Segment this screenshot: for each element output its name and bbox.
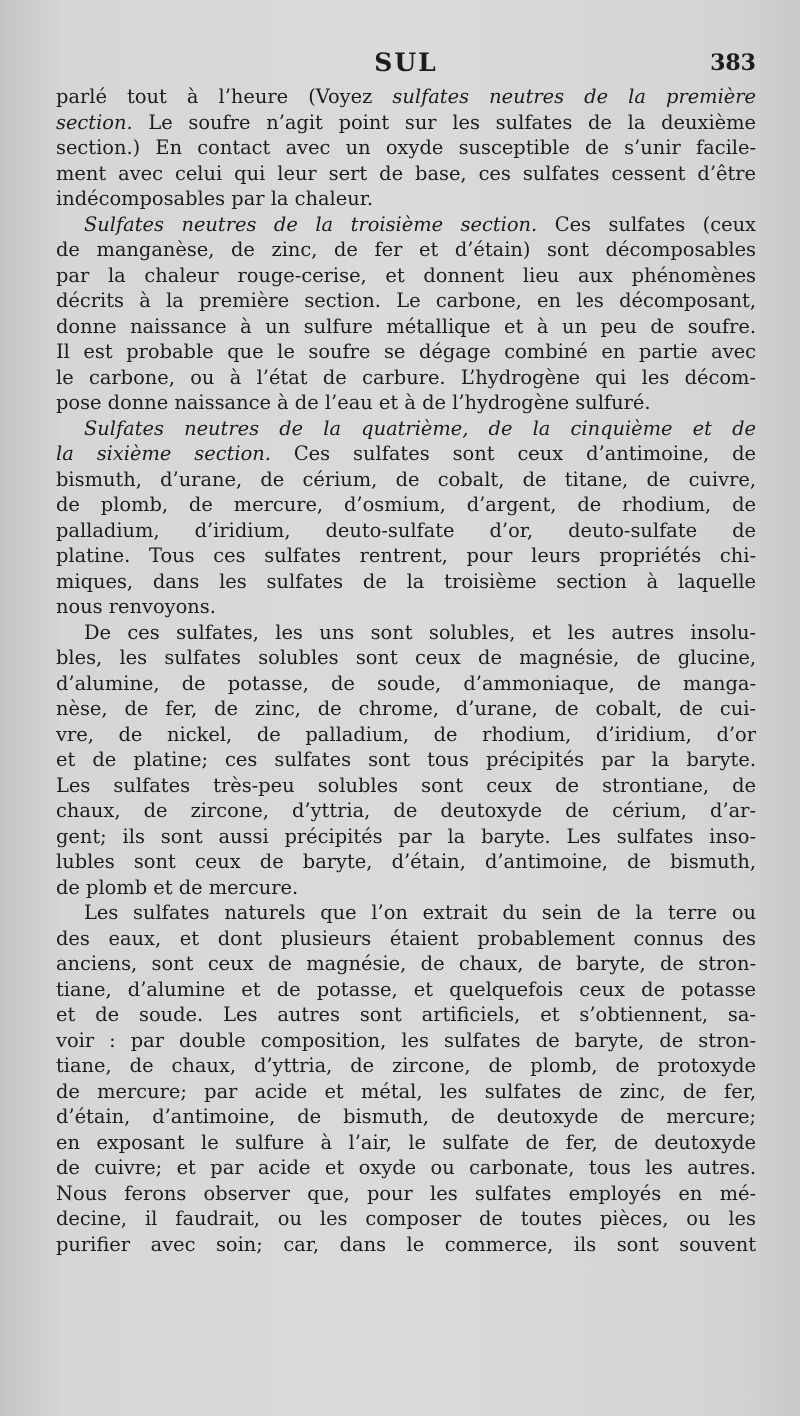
text-segment: de plomb, de mercure, d’osmium, d’argent, de rhodium, de bbox=[56, 493, 756, 516]
text-line bbox=[56, 722, 756, 748]
text-line bbox=[56, 288, 756, 314]
text-line bbox=[56, 620, 756, 646]
text-segment: nèse, de fer, de zinc, de chrome, d’urane, de cobalt, de cui- bbox=[56, 697, 756, 720]
text-segment: donne naissance à un sulfure métallique et à un peu de soufre. bbox=[56, 314, 756, 338]
text-line bbox=[56, 645, 756, 671]
text-line bbox=[56, 186, 756, 212]
text-segment: De ces sulfates, les uns sont solubles, et les autres insolu- bbox=[84, 620, 756, 644]
text-line bbox=[56, 212, 756, 238]
text-line bbox=[56, 492, 756, 518]
text-segment: d’étain, d’antimoine, de bismuth, de deutoxyde de mercure; bbox=[56, 1105, 756, 1128]
text-segment: section.) En contact avec un oxyde susceptible de s’unir facile- bbox=[56, 136, 756, 159]
text-line bbox=[56, 467, 756, 493]
text-segment: tiane, d’alumine et de potasse, et quelquefois ceux de potasse bbox=[56, 977, 756, 1001]
text-segment: le carbone, ou à l’état de carbure. L’hydrogène qui les décom- bbox=[56, 365, 756, 389]
text-segment: ment avec celui qui leur sert de base, ces sulfates cessent d’être bbox=[56, 161, 756, 185]
text-line bbox=[56, 926, 756, 952]
text-segment: parlé tout à l’heure (Voyez bbox=[56, 85, 393, 108]
text-line bbox=[56, 1130, 756, 1156]
text-segment: nous renvoyons. bbox=[56, 595, 216, 618]
text-segment: décrits à la première section. Le carbone, en les décomposant, bbox=[56, 289, 756, 312]
text-segment: chaux, de zircone, d’yttria, de deutoxyde de cérium, d’ar- bbox=[56, 799, 756, 822]
text-line bbox=[56, 569, 756, 595]
text-line bbox=[56, 1002, 756, 1028]
text-line bbox=[56, 798, 756, 824]
text-segment: Nous ferons observer que, pour les sulfates employés en mé- bbox=[56, 1181, 756, 1205]
text-line bbox=[56, 237, 756, 263]
text-segment: pose donne naissance à de l’eau et à de l’hydrogène sulfuré. bbox=[56, 391, 651, 414]
italic-text: section. bbox=[56, 110, 133, 134]
text-segment: Il est probable que le soufre se dégage combiné en partie avec bbox=[56, 340, 756, 363]
text-segment: tiane, de chaux, d’yttria, de zircone, de plomb, de protoxyde bbox=[56, 1054, 756, 1077]
text-line bbox=[56, 339, 756, 365]
text-line bbox=[56, 135, 756, 161]
text-segment: Le soufre n’agit point sur les sulfates de la deuxième bbox=[132, 110, 756, 134]
text-segment: des eaux, et dont plusieurs étaient probablement connus des bbox=[56, 926, 756, 950]
text-line bbox=[56, 1155, 756, 1181]
text-line bbox=[56, 110, 756, 136]
text-line bbox=[56, 977, 756, 1003]
text-line bbox=[56, 696, 756, 722]
text-segment: de cuivre; et par acide et oxyde ou carbonate, tous les autres. bbox=[56, 1156, 756, 1179]
text-line bbox=[56, 1181, 756, 1207]
text-line bbox=[56, 1104, 756, 1130]
text-line bbox=[56, 1079, 756, 1105]
text-line bbox=[56, 365, 756, 391]
text-segment: lubles sont ceux de baryte, d’étain, d’antimoine, de bismuth, bbox=[56, 850, 756, 873]
text-segment: vre, de nickel, de palladium, de rhodium, d’iridium, d’or bbox=[56, 722, 756, 746]
text-segment: de manganèse, de zinc, de fer et d’étain) sont décomposables bbox=[56, 238, 756, 261]
text-line bbox=[56, 1232, 756, 1258]
text-segment: bismuth, d’urane, de cérium, de cobalt, de titane, de cuivre, bbox=[56, 467, 756, 491]
body-text bbox=[56, 84, 756, 1257]
text-segment: Ces sulfates (ceux bbox=[537, 212, 756, 236]
italic-text: Sulfates neutres de la quatrième, de la cinquième et de bbox=[84, 416, 756, 440]
text-line bbox=[56, 875, 756, 901]
text-line bbox=[56, 416, 756, 442]
text-segment: et de soude. Les autres sont artificiels, et s’obtiennent, sa- bbox=[56, 1003, 756, 1026]
text-line bbox=[56, 747, 756, 773]
text-line bbox=[56, 1206, 756, 1232]
text-segment: de mercure; par acide et métal, les sulfates de zinc, de fer, bbox=[56, 1079, 756, 1103]
page-header bbox=[56, 48, 756, 80]
text-line bbox=[56, 518, 756, 544]
text-line bbox=[56, 773, 756, 799]
italic-text: sulfates neutres de la première bbox=[392, 85, 756, 108]
text-segment: purifier avec soin; car, dans le commerce, ils sont souvent bbox=[56, 1232, 756, 1256]
text-line bbox=[56, 671, 756, 697]
text-segment: decine, il faudrait, ou les composer de toutes pièces, ou les bbox=[56, 1207, 756, 1230]
text-segment: indécomposables par la chaleur. bbox=[56, 187, 374, 210]
text-segment: de plomb et de mercure. bbox=[56, 875, 299, 899]
text-line bbox=[56, 594, 756, 620]
text-line bbox=[56, 161, 756, 187]
text-segment: par la chaleur rouge-cerise, et donnent lieu aux phénomènes bbox=[56, 263, 756, 287]
running-head: SUL bbox=[374, 48, 438, 77]
text-segment: Les sulfates très-peu solubles sont ceux de strontiane, de bbox=[56, 773, 756, 797]
text-line bbox=[56, 441, 756, 467]
text-line bbox=[56, 849, 756, 875]
text-segment: et de platine; ces sulfates sont tous précipités par la baryte. bbox=[56, 748, 756, 771]
text-line bbox=[56, 84, 756, 110]
text-line bbox=[56, 1028, 756, 1054]
text-line bbox=[56, 263, 756, 289]
text-segment: en exposant le sulfure à l’air, le sulfate de fer, de deutoxyde bbox=[56, 1130, 756, 1154]
text-line bbox=[56, 1053, 756, 1079]
text-line bbox=[56, 543, 756, 569]
text-line bbox=[56, 390, 756, 416]
text-line bbox=[56, 951, 756, 977]
italic-text: la sixième section. bbox=[56, 442, 271, 465]
text-line bbox=[56, 314, 756, 340]
text-segment: d’alumine, de potasse, de soude, d’ammoniaque, de manga- bbox=[56, 671, 756, 695]
text-segment: platine. Tous ces sulfates rentrent, pour leurs propriétés chi- bbox=[56, 544, 756, 567]
page-number: 383 bbox=[710, 50, 756, 76]
text-segment: Ces sulfates sont ceux d’antimoine, de bbox=[270, 442, 756, 465]
text-segment: bles, les sulfates solubles sont ceux de magnésie, de glucine, bbox=[56, 646, 756, 669]
text-segment: Les sulfates naturels que l’on extrait du sein de la terre ou bbox=[84, 901, 756, 924]
text-segment: anciens, sont ceux de magnésie, de chaux, de baryte, de stron- bbox=[56, 952, 756, 975]
text-segment: voir : par double composition, les sulfates de baryte, de stron- bbox=[56, 1028, 756, 1052]
text-line bbox=[56, 900, 756, 926]
text-line bbox=[56, 824, 756, 850]
italic-text: Sulfates neutres de la troisième section. bbox=[84, 212, 538, 236]
text-segment: palladium, d’iridium, deuto-sulfate d’or, deuto-sulfate de bbox=[56, 518, 756, 542]
text-segment: miques, dans les sulfates de la troisième section à laquelle bbox=[56, 569, 756, 593]
text-segment: gent; ils sont aussi précipités par la baryte. Les sulfates inso- bbox=[56, 824, 756, 848]
